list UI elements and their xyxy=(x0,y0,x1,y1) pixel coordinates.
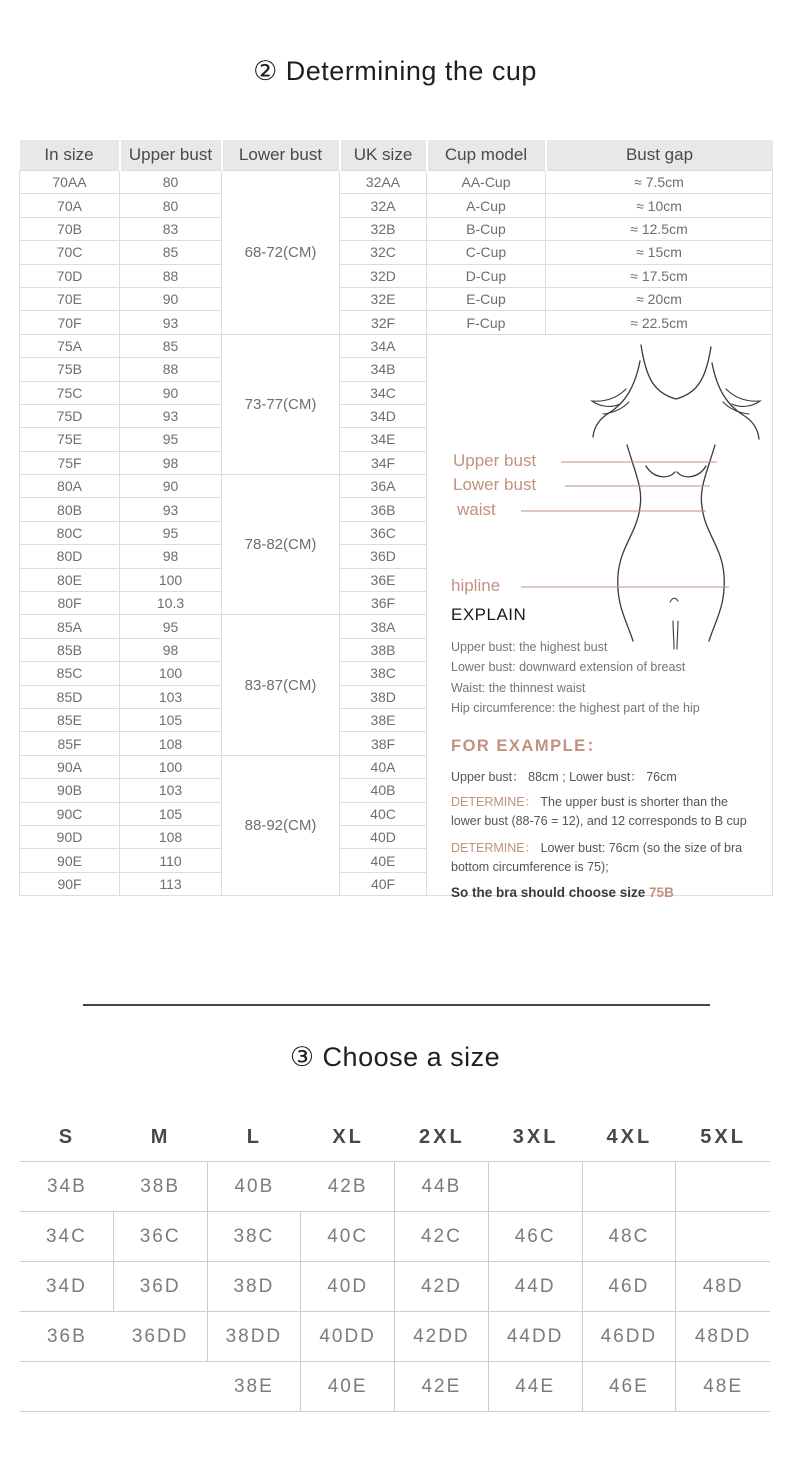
conclusion-line xyxy=(451,885,755,900)
cell-uk-size: 40F xyxy=(340,872,427,895)
size-cell: 36DD xyxy=(114,1312,208,1361)
size-column-header-1: M xyxy=(150,1125,171,1148)
cup-table-row xyxy=(20,171,773,194)
cell-in-size: 75A xyxy=(20,334,120,357)
cell-upper-bust: 113 xyxy=(120,872,222,895)
size-column-header-6: 4XL xyxy=(606,1125,653,1148)
cell-in-size: 75C xyxy=(20,381,120,404)
cell-in-size: 85D xyxy=(20,685,120,708)
size-cell: 36D xyxy=(114,1262,208,1311)
cell-lower-bust: 83-87(CM) xyxy=(222,615,340,755)
size-cell: 34C xyxy=(20,1212,114,1261)
size-column-header-5: 3XL xyxy=(512,1125,559,1148)
body-outline xyxy=(592,345,760,649)
cell-uk-size: 32C xyxy=(340,241,427,264)
cell-upper-bust: 108 xyxy=(120,732,222,755)
size-table-row xyxy=(20,1161,770,1211)
cell-upper-bust: 95 xyxy=(120,615,222,638)
size-cell: 46D xyxy=(583,1262,677,1311)
cell-upper-bust: 98 xyxy=(120,638,222,661)
cup-table-header-row xyxy=(20,140,773,171)
cell-upper-bust: 103 xyxy=(120,685,222,708)
cell-in-size: 80E xyxy=(20,568,120,591)
cell-upper-bust: 88 xyxy=(120,358,222,381)
cell-uk-size: 40E xyxy=(340,849,427,872)
cup-column-header-2: Lower bust xyxy=(222,140,340,171)
size-cell: 40D xyxy=(301,1262,395,1311)
example-measurements: Upper bust： 88cm ; Lower bust： 76cm xyxy=(451,769,677,784)
size-cell: 36B xyxy=(46,1325,87,1347)
cell-in-size: 70B xyxy=(20,217,120,240)
cell-uk-size: 38B xyxy=(340,638,427,661)
lower-bust-label: Lower bust xyxy=(453,474,537,494)
cell-upper-bust: 93 xyxy=(120,311,222,334)
cell-in-size: 75E xyxy=(20,428,120,451)
determine-cup-line xyxy=(451,793,755,832)
explain-line: Upper bust: the highest bust xyxy=(451,639,608,654)
cell-in-size: 70F xyxy=(20,311,120,334)
cell-uk-size: 34F xyxy=(340,451,427,474)
size-cell: 46E xyxy=(583,1362,677,1411)
size-cell: 40C xyxy=(301,1212,395,1261)
cell-bust-gap: ≈ 7.5cm xyxy=(546,171,773,194)
cell-in-size: 90A xyxy=(20,755,120,778)
cell-bust-gap: ≈ 15cm xyxy=(546,241,773,264)
cell-upper-bust: 90 xyxy=(120,381,222,404)
size-cell: 44B xyxy=(395,1162,489,1211)
cell-uk-size: 32D xyxy=(340,264,427,287)
conclusion-size: 75B xyxy=(649,884,674,900)
determine-cup-text: The upper bust is shorter than the lower bust (88-76 = 12), and 12 corresponds to B cup xyxy=(451,794,747,829)
cell-uk-size: 32E xyxy=(340,287,427,310)
determine-band-line xyxy=(451,839,755,878)
cell-cup-model: A-Cup xyxy=(427,194,546,217)
cell-bust-gap: ≈ 10cm xyxy=(546,194,773,217)
upper-bust-label: Upper bust xyxy=(453,450,537,470)
size-column-header-4: 2XL xyxy=(419,1125,465,1148)
cell-in-size: 70D xyxy=(20,264,120,287)
size-cell: 38C xyxy=(208,1212,302,1261)
size-cell xyxy=(676,1212,770,1261)
cell-upper-bust: 105 xyxy=(120,802,222,825)
cell-upper-bust: 88 xyxy=(120,264,222,287)
cell-in-size: 85F xyxy=(20,732,120,755)
cell-bust-gap: ≈ 12.5cm xyxy=(546,217,773,240)
explain-line: Waist: the thinnest waist xyxy=(451,680,586,695)
cell-upper-bust: 93 xyxy=(120,404,222,427)
measurement-lines xyxy=(521,462,729,587)
size-cell: 42DD xyxy=(395,1312,489,1361)
size-cell: 48D xyxy=(702,1275,744,1297)
cell-upper-bust: 95 xyxy=(120,521,222,544)
size-table-row xyxy=(20,1311,770,1361)
cell-in-size: 80D xyxy=(20,545,120,568)
cell-in-size: 70C xyxy=(20,241,120,264)
size-cell: 38B xyxy=(114,1162,208,1211)
cell-uk-size: 40B xyxy=(340,779,427,802)
cell-in-size: 80B xyxy=(20,498,120,521)
explain-block xyxy=(451,605,755,900)
size-cell: 44E xyxy=(489,1362,583,1411)
cell-upper-bust: 100 xyxy=(120,662,222,685)
size-cell: 38E xyxy=(208,1362,302,1411)
cell-uk-size: 36F xyxy=(340,592,427,615)
cell-upper-bust: 80 xyxy=(120,194,222,217)
cell-cup-model: F-Cup xyxy=(427,311,546,334)
size-cell: 34D xyxy=(20,1262,114,1311)
cup-column-header-0: In size xyxy=(20,140,120,171)
cell-upper-bust: 95 xyxy=(120,428,222,451)
size-cell: 36C xyxy=(114,1212,208,1261)
size-cell xyxy=(676,1162,770,1211)
cell-upper-bust: 83 xyxy=(120,217,222,240)
cell-in-size: 80F xyxy=(20,592,120,615)
cell-upper-bust: 80 xyxy=(120,171,222,194)
cell-uk-size: 32A xyxy=(340,194,427,217)
cell-uk-size: 32B xyxy=(340,217,427,240)
cup-table-row xyxy=(20,264,773,287)
cell-lower-bust: 88-92(CM) xyxy=(222,755,340,895)
size-cell: 42D xyxy=(395,1262,489,1311)
cell-upper-bust: 90 xyxy=(120,475,222,498)
cell-bust-gap: ≈ 20cm xyxy=(546,287,773,310)
cell-in-size: 90E xyxy=(20,849,120,872)
cell-uk-size: 38E xyxy=(340,708,427,731)
cell-in-size: 70A xyxy=(20,194,120,217)
size-cell: 38DD xyxy=(208,1312,302,1361)
size-column-header-3: XL xyxy=(332,1125,364,1148)
cup-column-header-4: Cup model xyxy=(427,140,546,171)
cell-uk-size: 34A xyxy=(340,334,427,357)
cell-in-size: 75B xyxy=(20,358,120,381)
cell-in-size: 85C xyxy=(20,662,120,685)
explain-line: Lower bust: downward extension of breast xyxy=(451,660,686,675)
size-cell: 46C xyxy=(489,1212,583,1261)
cell-cup-model: C-Cup xyxy=(427,241,546,264)
conclusion-text: So the bra should choose size xyxy=(451,884,650,900)
cell-in-size: 85E xyxy=(20,708,120,731)
cell-in-size: 90D xyxy=(20,825,120,848)
cell-lower-bust: 78-82(CM) xyxy=(222,475,340,615)
cup-table-row xyxy=(20,194,773,217)
hipline-label: hipline xyxy=(451,575,501,595)
cell-upper-bust: 108 xyxy=(120,825,222,848)
size-cell xyxy=(583,1162,677,1211)
size-table-row xyxy=(20,1211,770,1261)
determine-label: DETERMINE： xyxy=(451,840,538,855)
cell-cup-model: B-Cup xyxy=(427,217,546,240)
size-cell xyxy=(20,1362,114,1411)
waist-label: waist xyxy=(457,499,496,519)
cup-column-header-3: UK size xyxy=(340,140,427,171)
cell-uk-size: 34E xyxy=(340,428,427,451)
cell-upper-bust: 10.3 xyxy=(120,592,222,615)
cell-bust-gap: ≈ 22.5cm xyxy=(546,311,773,334)
cell-in-size: 75D xyxy=(20,404,120,427)
size-cell: 40DD xyxy=(301,1312,395,1361)
size-table-header-row xyxy=(20,1113,770,1161)
cell-lower-bust: 73-77(CM) xyxy=(222,334,340,474)
size-column-header-0: S xyxy=(58,1125,76,1148)
cell-uk-size: 36D xyxy=(340,545,427,568)
cell-upper-bust: 85 xyxy=(120,334,222,357)
cell-upper-bust: 98 xyxy=(120,545,222,568)
for-example-heading: FOR EXAMPLE： xyxy=(451,736,605,755)
cell-cup-model: AA-Cup xyxy=(427,171,546,194)
cell-upper-bust: 103 xyxy=(120,779,222,802)
figure-cell xyxy=(427,335,771,900)
cell-upper-bust: 85 xyxy=(120,241,222,264)
cell-in-size: 75F xyxy=(20,451,120,474)
cup-table-row xyxy=(20,241,773,264)
cell-bust-gap: ≈ 17.5cm xyxy=(546,264,773,287)
section-divider xyxy=(83,1004,710,1006)
cell-uk-size: 38F xyxy=(340,732,427,755)
cell-upper-bust: 98 xyxy=(120,451,222,474)
cell-upper-bust: 93 xyxy=(120,498,222,521)
size-cell: 42B xyxy=(301,1162,395,1211)
cell-uk-size: 40D xyxy=(340,825,427,848)
size-table-row xyxy=(20,1361,770,1412)
cell-uk-size: 38A xyxy=(340,615,427,638)
cup-table-row xyxy=(20,287,773,310)
cell-uk-size: 40C xyxy=(340,802,427,825)
cup-column-header-1: Upper bust xyxy=(120,140,222,171)
cell-uk-size: 34D xyxy=(340,404,427,427)
cell-uk-size: 38C xyxy=(340,662,427,685)
cell-uk-size: 34B xyxy=(340,358,427,381)
size-cell: 34B xyxy=(46,1175,87,1197)
size-cell: 46DD xyxy=(583,1312,677,1361)
cup-size-table xyxy=(19,140,773,900)
size-cell: 44D xyxy=(489,1262,583,1311)
section3-title: ③ Choose a size xyxy=(289,1042,501,1072)
explain-line: Hip circumference: the highest part of the hip xyxy=(451,701,700,716)
size-cell xyxy=(114,1362,208,1411)
cell-uk-size: 36A xyxy=(340,475,427,498)
figure-merged-cell xyxy=(427,334,773,900)
size-cell: 48DD xyxy=(694,1325,752,1347)
cell-in-size: 90F xyxy=(20,872,120,895)
cell-uk-size: 36C xyxy=(340,521,427,544)
size-cell: 40B xyxy=(234,1175,275,1197)
cell-upper-bust: 100 xyxy=(120,568,222,591)
cell-in-size: 90B xyxy=(20,779,120,802)
choose-size-table xyxy=(20,1113,770,1412)
explain-heading: EXPLAIN xyxy=(451,604,527,624)
cell-uk-size: 36E xyxy=(340,568,427,591)
cell-uk-size: 34C xyxy=(340,381,427,404)
size-cell xyxy=(489,1162,583,1211)
size-cell: 40E xyxy=(301,1362,395,1411)
section2-title: ② Determining the cup xyxy=(253,56,537,86)
cell-in-size: 85A xyxy=(20,615,120,638)
cell-cup-model: E-Cup xyxy=(427,287,546,310)
cell-upper-bust: 105 xyxy=(120,708,222,731)
cell-uk-size: 32AA xyxy=(340,171,427,194)
size-table-row xyxy=(20,1261,770,1311)
size-column-header-7: 5XL xyxy=(700,1125,746,1148)
cell-in-size: 85B xyxy=(20,638,120,661)
cup-table-row xyxy=(20,311,773,334)
size-cell: 48C xyxy=(583,1212,677,1261)
size-cell: 48E xyxy=(703,1375,744,1397)
cell-in-size: 90C xyxy=(20,802,120,825)
size-column-header-2: L xyxy=(246,1125,262,1148)
determine-label: DETERMINE： xyxy=(451,794,538,809)
determine-band-text: Lower bust: 76cm (so the size of bra bottom circumference is 75); xyxy=(451,840,743,875)
cell-upper-bust: 100 xyxy=(120,755,222,778)
cell-uk-size: 32F xyxy=(340,311,427,334)
cell-in-size: 70AA xyxy=(20,171,120,194)
cell-cup-model: D-Cup xyxy=(427,264,546,287)
size-cell: 44DD xyxy=(489,1312,583,1361)
size-cell: 42C xyxy=(395,1212,489,1261)
cup-table-row xyxy=(20,217,773,240)
cell-in-size: 80C xyxy=(20,521,120,544)
cell-upper-bust: 110 xyxy=(120,849,222,872)
size-cell: 42E xyxy=(395,1362,489,1411)
cell-upper-bust: 90 xyxy=(120,287,222,310)
cell-in-size: 70E xyxy=(20,287,120,310)
cup-column-header-5: Bust gap xyxy=(546,140,773,171)
cup-table-row xyxy=(20,334,773,357)
cell-lower-bust: 68-72(CM) xyxy=(222,171,340,335)
cell-uk-size: 40A xyxy=(340,755,427,778)
size-cell: 38D xyxy=(208,1262,302,1311)
cell-in-size: 80A xyxy=(20,475,120,498)
cell-uk-size: 36B xyxy=(340,498,427,521)
cell-uk-size: 38D xyxy=(340,685,427,708)
